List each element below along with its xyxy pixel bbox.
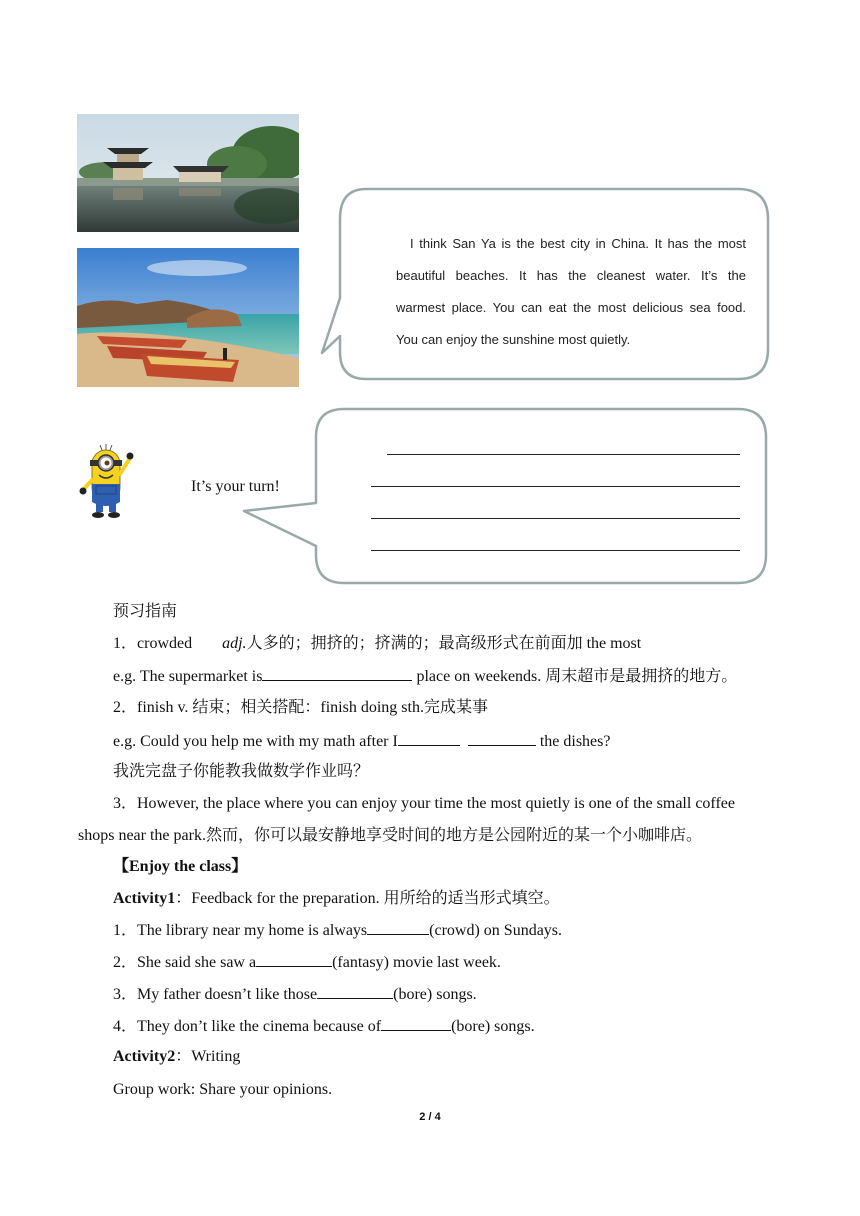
guide-heading: 预习指南: [113, 603, 178, 620]
item-text: 4．They don’t like the cinema because of: [113, 1018, 382, 1035]
writing-blank-line[interactable]: [371, 486, 740, 487]
activity-1-item: [113, 1016, 535, 1037]
guide-item-1-pos: adj.: [222, 635, 247, 652]
writing-blank-line[interactable]: [387, 454, 740, 455]
item-text: 1．The library near my home is always: [113, 922, 368, 939]
answer-blank[interactable]: [317, 984, 393, 999]
activity-1-item: [113, 920, 562, 941]
bubble-1-line: beautiful beaches. It has the cleanest water. It’s the: [396, 268, 746, 283]
guide-item-3-line-2: shops near the park.然而，你可以最安静地享受时间的地方是公园附近的某一个小咖啡店。: [78, 827, 702, 844]
guide-item-1-num: 1．: [113, 635, 138, 652]
writing-blank-line[interactable]: [371, 518, 740, 519]
bubble-1-line: I think San Ya is the best city in China. It has the most: [410, 236, 746, 251]
example-text: place on weekends. 周末超市是最拥挤的地方。: [412, 668, 738, 685]
guide-item-3-line-1: 3．However, the place where you can enjoy your time the most quietly is one of the small coffee: [113, 795, 735, 812]
writing-blank-line[interactable]: [371, 550, 740, 551]
activity-2-label: Activity2: [113, 1048, 176, 1065]
minion-illustration: [78, 444, 138, 520]
section-title: 【Enjoy the class】: [113, 858, 248, 875]
guide-item-1-word: crowded: [137, 635, 193, 652]
answer-blank[interactable]: [398, 731, 460, 746]
bubble-1-text: [396, 228, 746, 356]
activity-2-title: ：Writing: [175, 1048, 241, 1065]
activity-1-item: [113, 984, 477, 1005]
guide-item-2: 2．finish v. 结束；相关搭配：finish doing sth.完成某事: [113, 699, 488, 716]
page-number: 2 / 4: [419, 1111, 441, 1123]
group-work-text: Group work: Share your opinions.: [113, 1081, 333, 1098]
answer-blank[interactable]: [262, 666, 412, 681]
bubble-1-line: You can enjoy the sunshine most quietly.: [396, 332, 631, 347]
example-text: e.g. The supermarket is: [113, 668, 263, 685]
bubble-1-line: warmest place. You can eat the most delicious sea food.: [396, 300, 746, 315]
guide-item-1: [113, 634, 641, 654]
activity-2-heading: [113, 1047, 240, 1067]
guide-item-2-translation: 我洗完盘子你能教我做数学作业吗？: [113, 763, 370, 780]
beach-photo: [77, 248, 299, 387]
example-text: the dishes?: [535, 733, 611, 750]
item-text: (crowd) on Sundays.: [429, 922, 563, 939]
speech-bubble-2: [240, 406, 770, 588]
item-text: 3．My father doesn’t like those: [113, 986, 318, 1003]
activity-1-item: [113, 952, 501, 973]
activity-1-heading: [113, 889, 560, 909]
item-text: (bore) songs.: [451, 1018, 535, 1035]
activity-1-label: Activity1: [113, 890, 176, 907]
guide-item-2-example: [113, 731, 610, 752]
example-text: e.g. Could you help me with my math after I: [113, 733, 398, 750]
its-your-turn-label: It’s your turn!: [191, 478, 280, 495]
item-text: (fantasy) movie last week.: [332, 954, 501, 971]
answer-blank[interactable]: [468, 731, 536, 746]
item-text: 2．She said she saw a: [113, 954, 257, 971]
item-text: (bore) songs.: [393, 986, 477, 1003]
answer-blank[interactable]: [381, 1016, 451, 1031]
pavilion-photo: [77, 114, 299, 232]
answer-blank[interactable]: [256, 952, 332, 967]
answer-blank[interactable]: [367, 920, 429, 935]
guide-item-1-example: [113, 666, 737, 687]
guide-item-1-meaning: 人多的；拥挤的；挤满的；最高级形式在前面加 the most: [246, 635, 642, 652]
activity-1-title: ：Feedback for the preparation. 用所给的适当形式填空。: [175, 890, 560, 907]
